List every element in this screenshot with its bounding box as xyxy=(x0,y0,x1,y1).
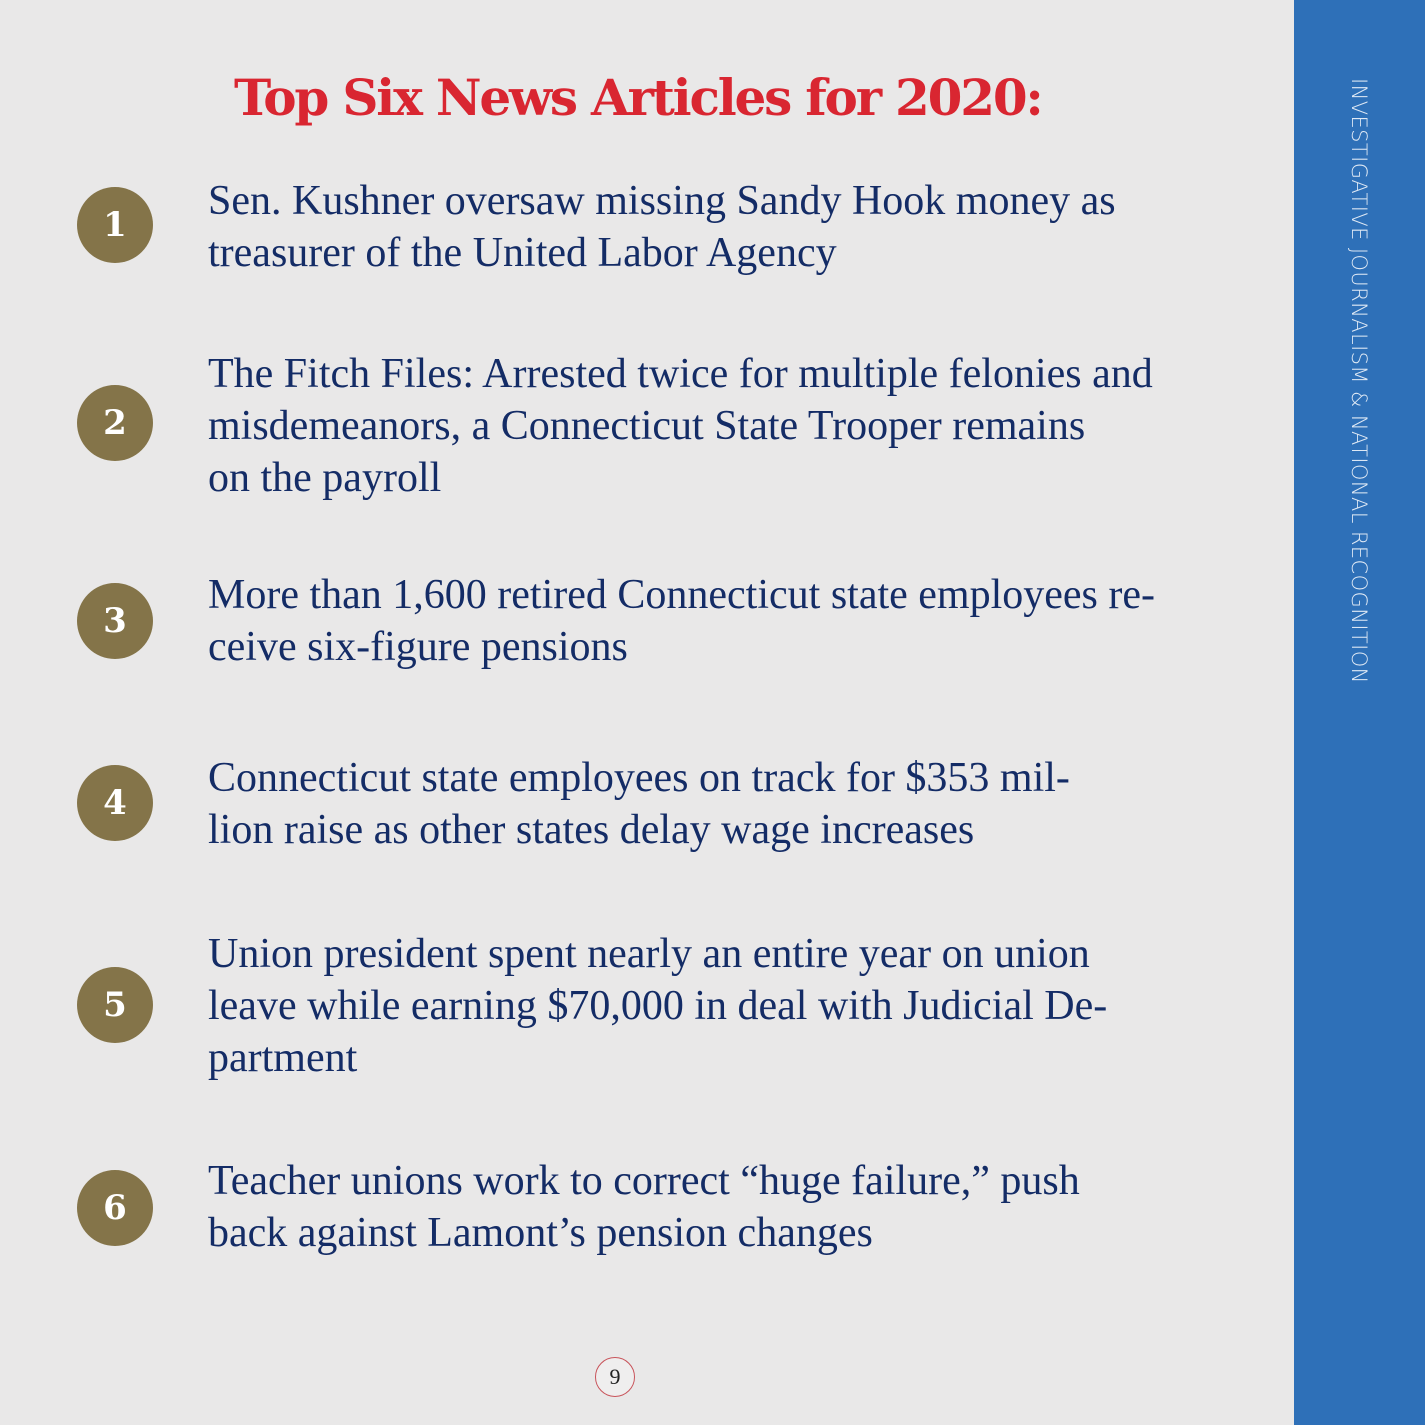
headline-line: misdemeanors, a Connecticut State Trooper remains xyxy=(208,403,1086,449)
headline-line: treasurer of the United Labor Agency xyxy=(208,230,837,276)
headline-line: lion raise as other states delay wage increases xyxy=(208,807,975,853)
article-headline xyxy=(208,928,1208,1084)
page-title: Top Six News Articles for 2020: xyxy=(234,68,1042,127)
article-number-badge: 5 xyxy=(77,967,153,1043)
headline-line: partment xyxy=(208,1035,358,1081)
page-number: 9 xyxy=(595,1357,635,1397)
headline-line: leave while earning $70,000 in deal with Judicial De- xyxy=(208,983,1108,1029)
article-headline xyxy=(208,752,1208,856)
article-headline xyxy=(208,348,1208,504)
headline-line: Union president spent nearly an entire year on union xyxy=(208,931,1090,977)
article-number-badge: 1 xyxy=(77,187,153,263)
article-headline xyxy=(208,1155,1208,1259)
headline-line: More than 1,600 retired Connecticut state employees re- xyxy=(208,572,1156,618)
headline-line: Teacher unions work to correct “huge failure,” push xyxy=(208,1158,1080,1204)
headline-line: on the payroll xyxy=(208,455,442,501)
article-headline xyxy=(208,175,1208,279)
headline-line: Connecticut state employees on track for $353 mil- xyxy=(208,755,1070,801)
headline-line: ceive six-figure pensions xyxy=(208,624,628,670)
sidebar-section-label: INVESTIGATIVE JOURNALISM & NATIONAL RECOGNITION xyxy=(1347,78,1371,684)
article-number-badge: 3 xyxy=(77,583,153,659)
article-number-badge: 6 xyxy=(77,1170,153,1246)
article-number-badge: 4 xyxy=(77,765,153,841)
headline-line: back against Lamont’s pension changes xyxy=(208,1210,873,1256)
article-number-badge: 2 xyxy=(77,385,153,461)
headline-line: The Fitch Files: Arrested twice for multiple felonies and xyxy=(208,351,1153,397)
article-headline xyxy=(208,569,1208,673)
headline-line: Sen. Kushner oversaw missing Sandy Hook money as xyxy=(208,178,1116,224)
